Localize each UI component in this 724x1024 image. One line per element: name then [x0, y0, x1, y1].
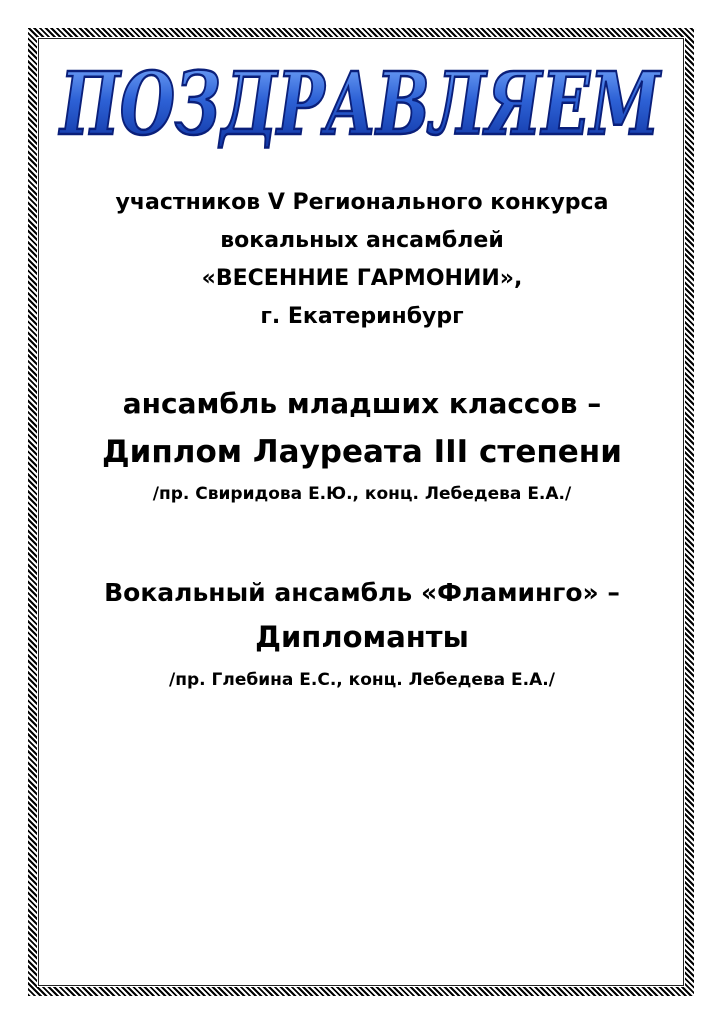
intro-line-3: «ВЕСЕННИЕ ГАРМОНИИ», — [201, 266, 523, 291]
award-2-note: /пр. Глебина Е.С., конц. Лебедева Е.А./ — [169, 670, 555, 690]
intro-line-4: г. Екатеринбург — [260, 304, 464, 329]
award-2-result: Дипломанты — [255, 620, 469, 654]
award-1-title: ансамбль младших классов – — [122, 387, 602, 420]
award-2-title: Вокальный ансамбль «Фламинго» – — [104, 578, 620, 607]
heading-title: ПОЗДРАВЛЯЕМ — [57, 54, 663, 155]
award-1-note: /пр. Свиридова Е.Ю., конц. Лебедева Е.А./ — [152, 484, 572, 504]
heading-wordart — [40, 40, 680, 160]
intro-line-1: участников V Регионального конкурса — [115, 190, 609, 215]
intro-text — [40, 184, 684, 336]
intro-line-2: вокальных ансамблей — [220, 228, 504, 253]
inner-frame-line — [38, 38, 684, 986]
award-1-result: Диплом Лауреата III степени — [102, 434, 622, 470]
